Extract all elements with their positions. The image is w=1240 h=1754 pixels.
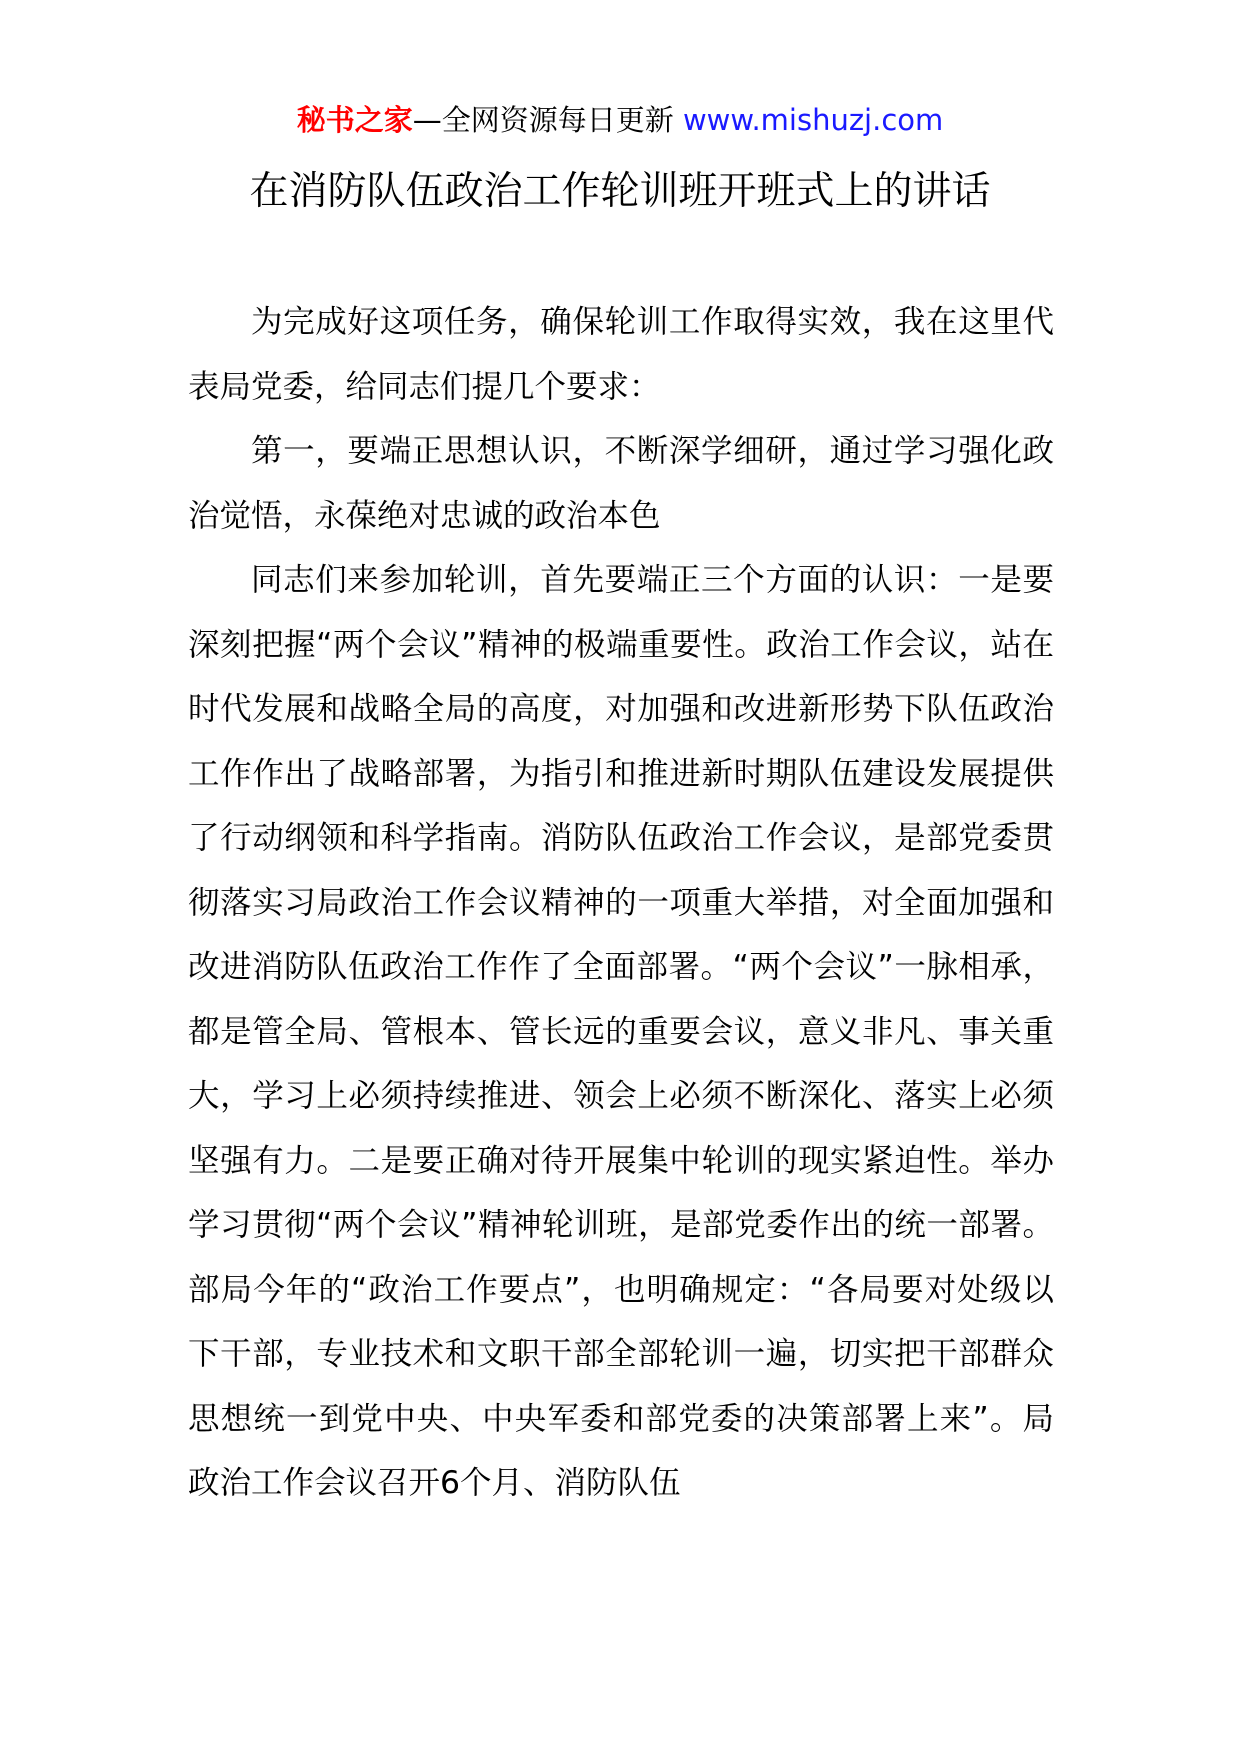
- paragraph-section-heading: 第一，要端正思想认识，不断深学细研，通过学习强化政治觉悟，永葆绝对忠诚的政治本色: [188, 433, 1054, 534]
- paragraph-intro: 为完成好这项任务，确保轮训工作取得实效，我在这里代表局党委，给同志们提几个要求：: [188, 304, 1054, 405]
- site-url-link[interactable]: www.mishuzj.com: [682, 103, 944, 137]
- document-body: [188, 290, 1054, 1516]
- site-brand: 秘书之家: [296, 103, 413, 137]
- paragraph-main: 同志们来参加轮训，首先要端正三个方面的认识：一是要深刻把握“两个会议”精神的极端重要性。政治工作会议，站在时代发展和战略全局的高度，对加强和改进新形势下队伍政治工作作出了战略部署，为指引和推进新时期队伍建设发展提供了行动纲领和科学指南。消防队伍政治工作会议，是部党委贯彻落实习局政治工作会议精神的一项重大举措，对全面加强和改进消防队伍政治工作作了全面部署。“两个会议”一脉相承，都是管全局、管根本、管长远的重要会议，意义非凡、事关重大，学习上必须持续推进、领会上必须不断深化、落实上必须坚强有力。二是要正确对待开展集中轮训的现实紧迫性。举办学习贯彻“两个会议”精神轮训班，是部党委作出的统一部署。部局今年的“政治工作要点”，也明确规定：“各局要对处级以下干部，专业技术和文职干部全部轮训一遍，切实把干部群众思想统一到党中央、中央军委和部党委的决策部署上来”。局政治工作会议召开6个月、消防队伍: [188, 562, 1054, 1501]
- site-tagline: —全网资源每日更新: [412, 103, 674, 137]
- site-header: [0, 100, 1240, 140]
- document-title: 在消防队伍政治工作轮训班开班式上的讲话: [249, 169, 991, 214]
